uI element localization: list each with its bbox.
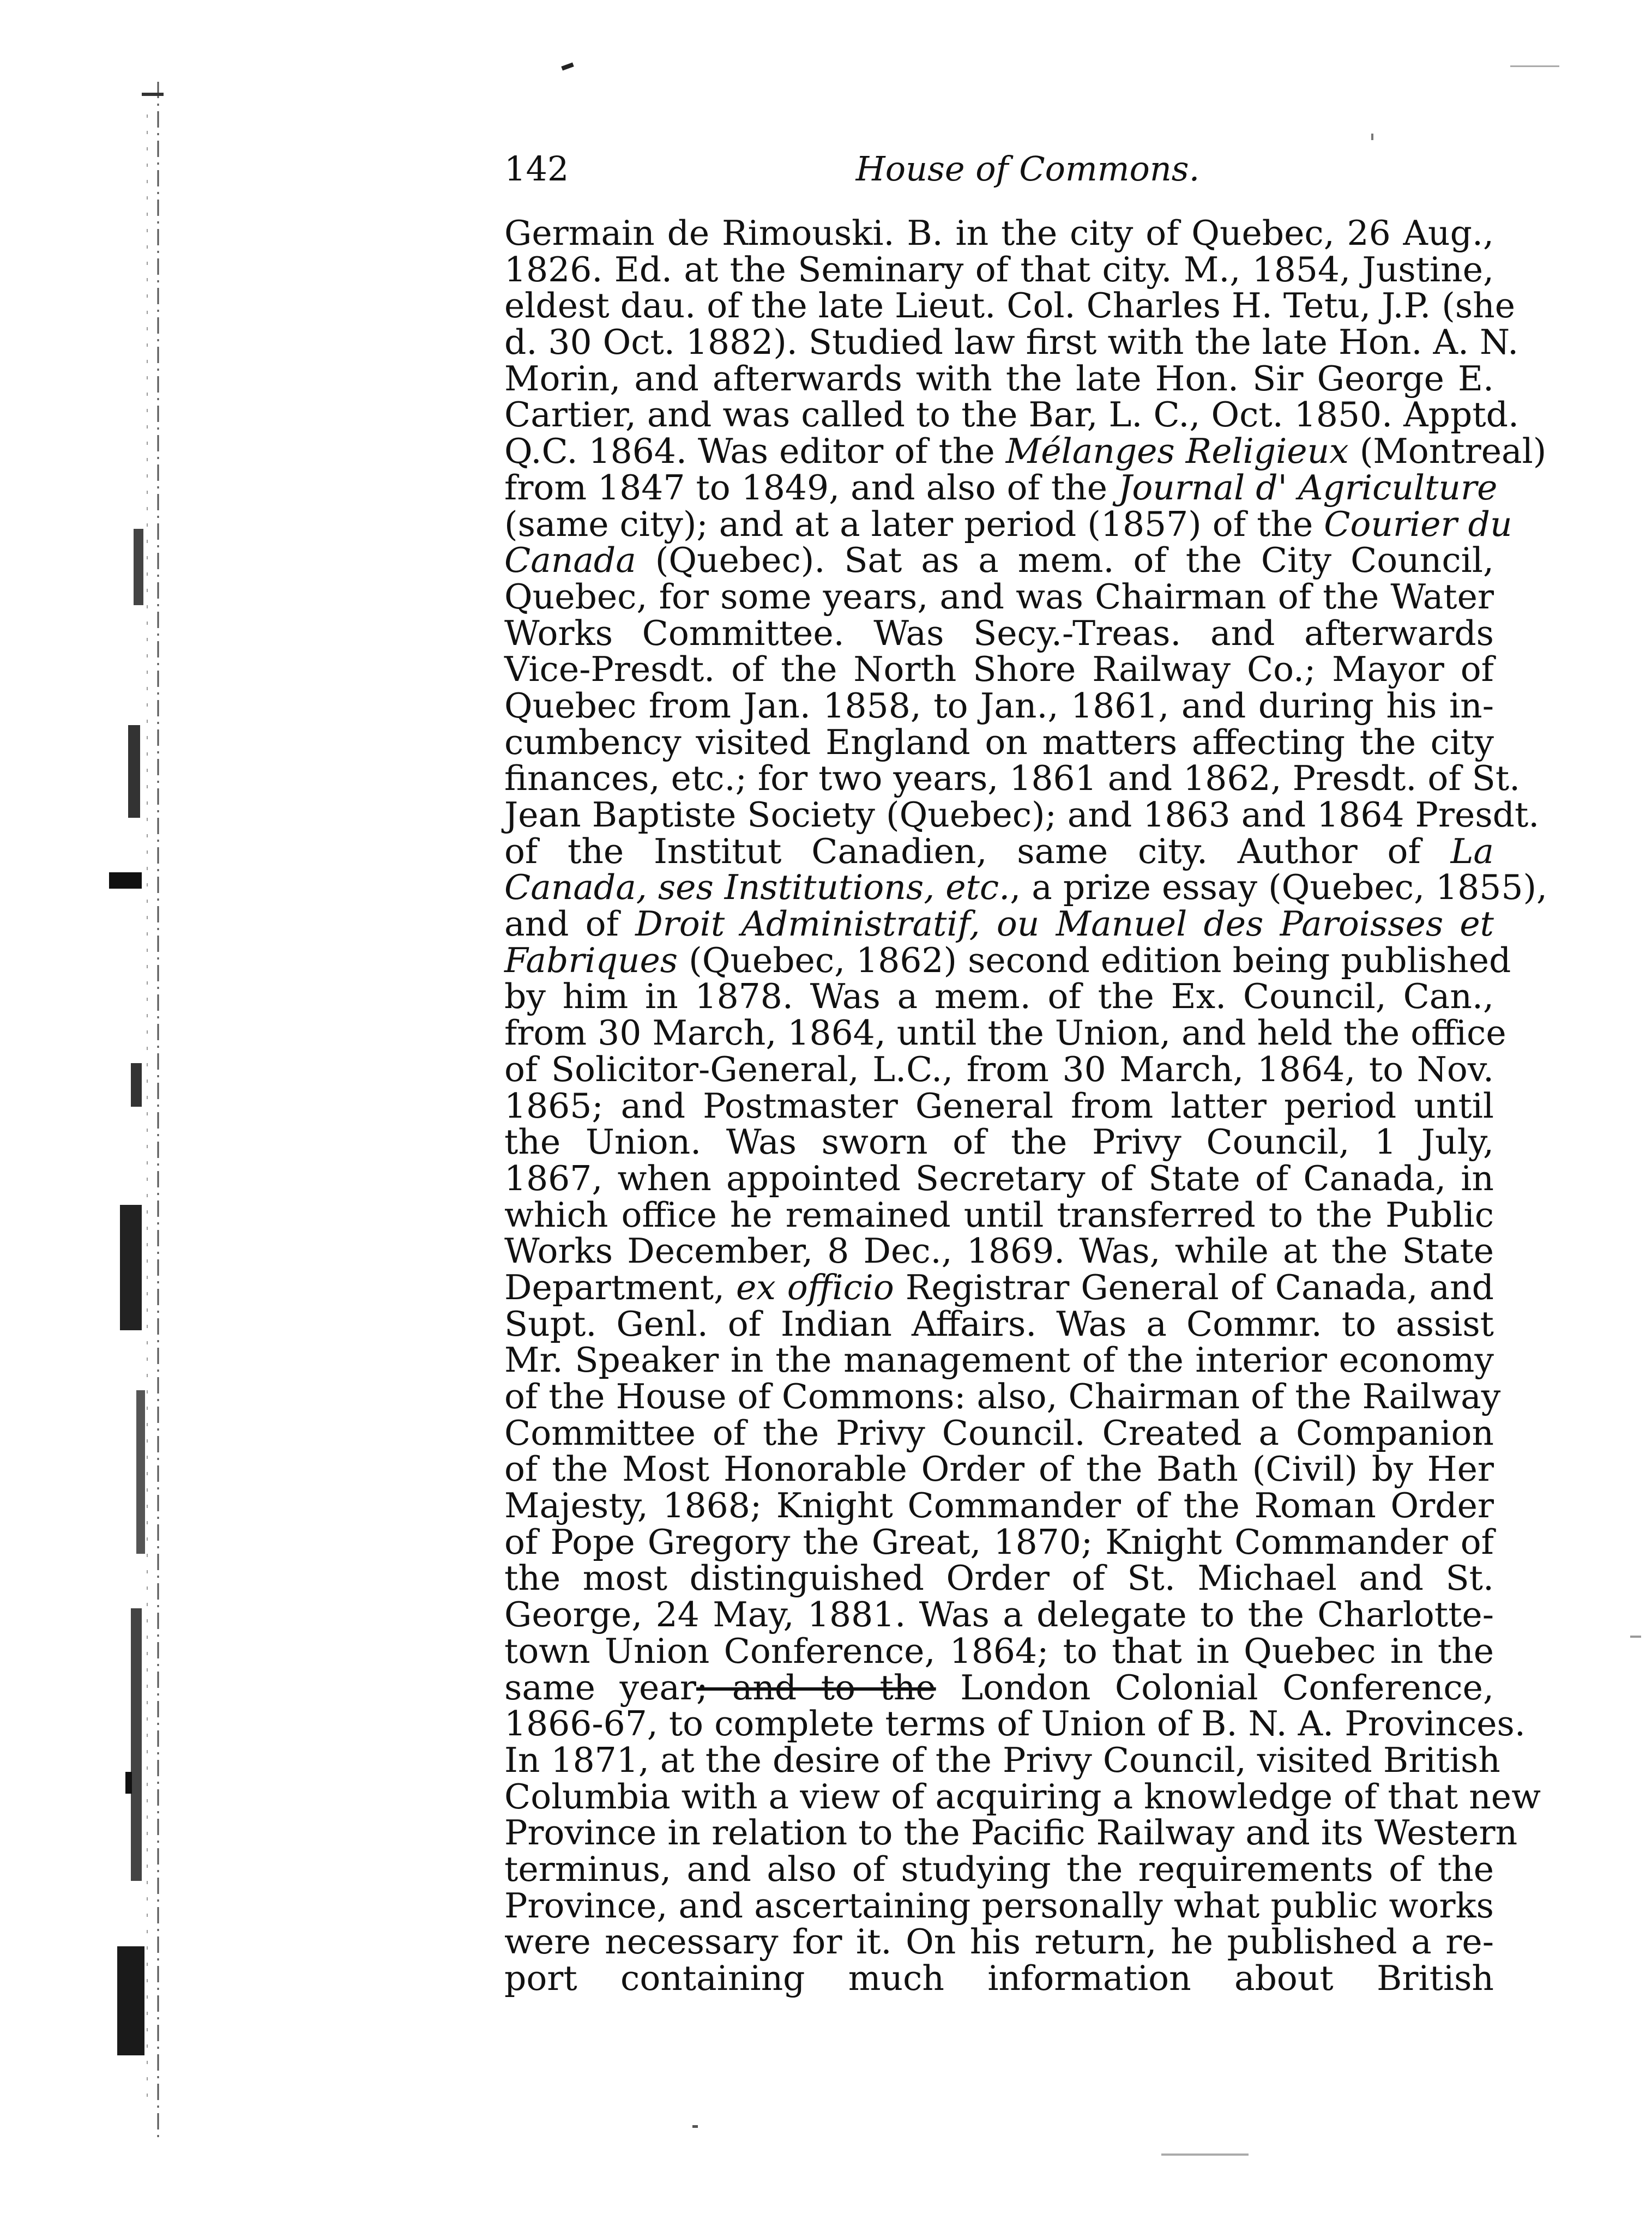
text-segment: Works Committee. Was Secy.-Treas. and afterwards bbox=[504, 613, 1494, 653]
text-segment: Vice-Presdt. of the North Shore Railway Co.; Mayor of bbox=[504, 649, 1494, 690]
text-line bbox=[504, 542, 1494, 579]
text-line bbox=[504, 613, 1494, 653]
text-segment: same year bbox=[504, 1667, 696, 1708]
italic-text: Courier du bbox=[1324, 504, 1512, 544]
text-segment: port containing much information about British bbox=[504, 1958, 1494, 1998]
text-segment: terminus, and also of studying the requirements of the bbox=[504, 1849, 1494, 1889]
text-line bbox=[504, 1377, 1501, 1416]
text-line bbox=[504, 215, 1494, 252]
text-line bbox=[504, 1560, 1494, 1597]
text-segment: (same city); and at a later period (1857) of the bbox=[504, 504, 1324, 544]
text-line bbox=[504, 867, 1548, 908]
text-line bbox=[504, 1488, 1494, 1524]
text-segment: (Quebec, 1862) second edition being published bbox=[678, 940, 1511, 980]
scan-speck bbox=[1161, 2153, 1249, 2156]
page-header bbox=[504, 144, 1486, 194]
text-line bbox=[504, 576, 1494, 617]
text-segment: from 1847 to 1849, and also of the bbox=[504, 467, 1119, 508]
text-line bbox=[504, 1633, 1494, 1670]
text-line bbox=[504, 758, 1521, 799]
italic-text: Mélanges Religieux bbox=[1005, 431, 1349, 472]
text-segment: of the House of Commons: also, Chairman of the Railway bbox=[504, 1377, 1501, 1416]
scan-speck bbox=[692, 2125, 698, 2128]
text-line bbox=[504, 249, 1494, 289]
text-segment: and of bbox=[504, 904, 636, 944]
text-segment: 1867, when appointed Secretary of State of Canada, in bbox=[504, 1158, 1494, 1198]
text-segment: Majesty, 1868; Knight Commander of the Roman Order bbox=[504, 1486, 1494, 1526]
text-line bbox=[504, 1342, 1494, 1379]
body-text bbox=[504, 213, 1548, 1998]
text-segment: the most distinguished Order of St. Michael and St. bbox=[504, 1558, 1494, 1598]
text-line bbox=[504, 358, 1494, 399]
text-line bbox=[504, 795, 1540, 835]
text-line bbox=[504, 1704, 1526, 1744]
italic-text: Canada, ses Institutions, etc. bbox=[504, 867, 1010, 908]
struck-text: ; and to the bbox=[696, 1667, 936, 1708]
text-segment: (Quebec). Sat as a mem. of the City Council, bbox=[636, 540, 1494, 581]
text-segment: Works December, 8 Dec., 1869. Was, while at the State bbox=[504, 1231, 1494, 1271]
text-line bbox=[504, 431, 1547, 472]
text-segment: d. 30 Oct. 1882). Studied law first with the late Hon. A. N. bbox=[504, 322, 1519, 363]
text-line bbox=[504, 1960, 1494, 1997]
text-line bbox=[504, 467, 1498, 508]
text-line bbox=[504, 395, 1519, 435]
text-line bbox=[504, 322, 1519, 363]
text-segment: the Union. Was sworn of the Privy Council, 1 July, bbox=[504, 1122, 1494, 1162]
text-segment: town Union Conference, 1864; to that in Quebec in the bbox=[504, 1631, 1494, 1671]
text-line bbox=[504, 1740, 1500, 1780]
text-line bbox=[504, 651, 1494, 688]
text-line bbox=[504, 1776, 1541, 1817]
scan-speck bbox=[1371, 134, 1373, 140]
text-segment: , a prize essay (Quebec, 1855), bbox=[1010, 867, 1548, 908]
scan-speck bbox=[1510, 65, 1559, 67]
text-line bbox=[504, 1267, 1494, 1307]
text-segment: 1865; and Postmaster General from latter period until bbox=[504, 1085, 1494, 1126]
text-segment: finances, etc.; for two years, 1861 and 1862, Presdt. of St. bbox=[504, 758, 1521, 799]
text-segment: London Colonial Conference, bbox=[936, 1667, 1494, 1708]
text-segment: by him in 1878. Was a mem. of the Ex. Council, Can., bbox=[504, 976, 1494, 1017]
text-line bbox=[504, 1158, 1494, 1198]
text-line bbox=[504, 1924, 1494, 1960]
text-segment: Supt. Genl. of Indian Affairs. Was a Commr. to assist bbox=[504, 1304, 1494, 1344]
text-segment: In 1871, at the desire of the Privy Council, visited British bbox=[504, 1740, 1500, 1780]
italic-text: La bbox=[1450, 831, 1494, 871]
text-segment: Committee of the Privy Council. Created a Companion bbox=[504, 1413, 1494, 1453]
italic-text: Droit Administratif, ou Manuel des Paroisses et bbox=[635, 904, 1494, 944]
text-line bbox=[504, 1885, 1494, 1926]
text-segment: 1826. Ed. at the Seminary of that city. M., 1854, Justine, bbox=[504, 249, 1494, 289]
text-line bbox=[504, 286, 1516, 326]
text-segment: Q.C. 1864. Was editor of the bbox=[504, 431, 1006, 472]
scan-speck bbox=[1630, 1636, 1641, 1638]
text-segment: from 30 March, 1864, until the Union, and held the office bbox=[504, 1013, 1506, 1053]
text-line bbox=[504, 940, 1511, 980]
text-line bbox=[504, 906, 1494, 943]
text-segment: Province in relation to the Pacific Railway and its Western bbox=[504, 1813, 1518, 1853]
text-line bbox=[504, 1124, 1494, 1161]
text-segment: Quebec from Jan. 1858, to Jan., 1861, and during his in- bbox=[504, 685, 1494, 726]
italic-text: Fabriques bbox=[504, 940, 678, 980]
text-segment: eldest dau. of the late Lieut. Col. Charles H. Tetu, J.P. (she bbox=[504, 286, 1516, 326]
text-segment: Quebec, for some years, and was Chairman of the Water bbox=[504, 576, 1494, 617]
text-segment: were necessary for it. On his return, he published a re- bbox=[504, 1922, 1494, 1962]
italic-text: Canada bbox=[504, 540, 636, 581]
text-segment: 1866-67, to complete terms of Union of B. N. A. Provinces. bbox=[504, 1704, 1526, 1744]
running-title: House of Commons. bbox=[855, 149, 1200, 189]
text-line bbox=[504, 1049, 1494, 1089]
text-line bbox=[504, 1451, 1494, 1488]
text-segment: Mr. Speaker in the management of the interior economy bbox=[504, 1340, 1494, 1380]
italic-text: ex officio bbox=[736, 1267, 894, 1307]
text-segment: Cartier, and was called to the Bar, L. C., Oct. 1850. Apptd. bbox=[504, 395, 1519, 435]
text-segment: Jean Baptiste Society (Quebec); and 1863 and 1864 Presdt. bbox=[504, 795, 1540, 835]
text-segment: of Pope Gregory the Great, 1870; Knight Commander of bbox=[504, 1522, 1494, 1562]
text-segment: Columbia with a view of acquiring a knowledge of that new bbox=[504, 1776, 1541, 1817]
text-line bbox=[504, 1597, 1494, 1633]
text-segment: of Solicitor-General, L.C., from 30 March, 1864, to Nov. bbox=[504, 1049, 1494, 1089]
text-segment: of the Institut Canadien, same city. Author of bbox=[504, 831, 1451, 871]
text-line bbox=[504, 1524, 1494, 1561]
scan-speck bbox=[561, 62, 574, 70]
text-line bbox=[504, 1813, 1518, 1853]
text-line bbox=[504, 1306, 1494, 1343]
text-segment: which office he remained until transferred to the Public bbox=[504, 1195, 1494, 1235]
text-segment: Department, bbox=[504, 1267, 736, 1307]
text-segment: Registrar General of Canada, and bbox=[894, 1267, 1494, 1307]
italic-text: Journal d' Agriculture bbox=[1118, 467, 1498, 508]
text-line bbox=[504, 1851, 1494, 1888]
text-line bbox=[504, 1197, 1494, 1234]
text-line bbox=[504, 685, 1494, 726]
text-segment: cumbency visited England on matters affecting the city bbox=[504, 722, 1494, 762]
text-line bbox=[504, 722, 1494, 762]
binding-edge-artifact bbox=[82, 82, 207, 2164]
text-segment: Morin, and afterwards with the late Hon. Sir George E. bbox=[504, 358, 1494, 399]
text-line bbox=[504, 1013, 1506, 1053]
text-line bbox=[504, 1085, 1494, 1126]
page-number: 142 bbox=[504, 149, 569, 189]
text-line bbox=[504, 976, 1494, 1017]
text-segment: Germain de Rimouski. B. in the city of Quebec, 26 Aug., bbox=[504, 213, 1494, 253]
text-line bbox=[504, 504, 1512, 544]
text-segment: (Montreal) bbox=[1348, 431, 1547, 472]
text-segment: of the Most Honorable Order of the Bath (Civil) by Her bbox=[504, 1449, 1494, 1489]
text-segment: George, 24 May, 1881. Was a delegate to the Charlotte- bbox=[504, 1595, 1494, 1635]
text-line bbox=[504, 1667, 1494, 1708]
text-line bbox=[504, 1415, 1494, 1452]
text-line bbox=[504, 1233, 1494, 1270]
text-segment: Province, and ascertaining personally what public works bbox=[504, 1885, 1494, 1926]
text-line bbox=[504, 831, 1494, 871]
